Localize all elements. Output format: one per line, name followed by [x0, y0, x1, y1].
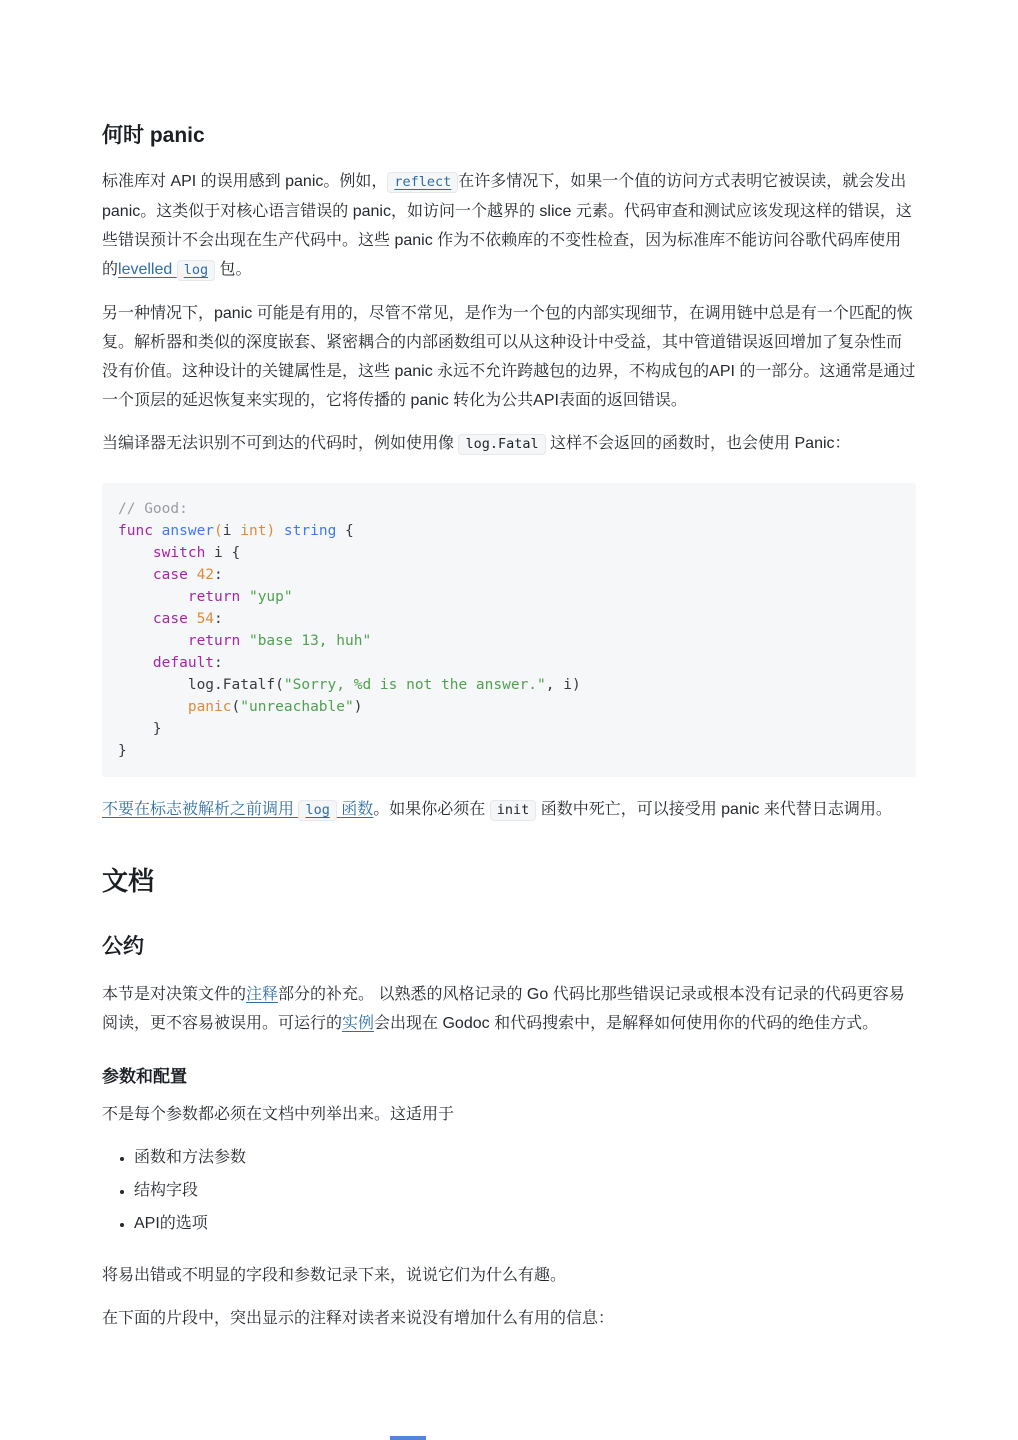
text-run: 。如果你必须在 — [373, 801, 490, 819]
paragraph-record-fields: 将易出错或不明显的字段和参数记录下来，说说它们为什么有趣。 — [102, 1267, 567, 1285]
code-token: case — [152, 611, 188, 628]
inline-link[interactable]: 不要在标志被解析之前调用 — [102, 801, 299, 819]
code-token: case — [152, 567, 188, 584]
text-run: 这样不会返回的函数时，也会使用 Panic： — [545, 435, 851, 453]
code-token: i { — [205, 545, 241, 562]
code-token: return — [187, 633, 241, 650]
heading-when-panic: 何时 panic — [102, 124, 205, 147]
code-token — [118, 589, 188, 605]
code-token: { — [336, 523, 354, 540]
code-token: ) — [266, 523, 276, 540]
paragraph-stdlib-misuse — [102, 167, 916, 285]
section-documentation — [102, 865, 916, 1333]
code-token: : — [214, 567, 223, 584]
params-bullet-list — [102, 1143, 916, 1239]
code-token: "base 13, huh" — [248, 633, 372, 650]
bullet-item: • 结构字段 — [134, 1176, 916, 1206]
code-token: panic — [187, 699, 232, 716]
code-token: 54 — [196, 611, 215, 628]
code-token: } — [118, 721, 162, 738]
inline-link[interactable]: levelled — [118, 261, 177, 279]
inline-code-link[interactable]: log — [298, 800, 336, 821]
code-token: 42 — [196, 567, 215, 584]
text-run: 本节是对决策文件的 — [102, 986, 247, 1004]
code-token: } — [118, 743, 127, 760]
article-body — [102, 0, 916, 1347]
text-run: 包。 — [215, 261, 252, 279]
code-token — [118, 567, 153, 583]
bullet-item: • API的选项 — [134, 1209, 916, 1239]
code-line — [118, 630, 900, 652]
text-run: 在许多情况下，如果一个值的访问方式表明它被误读，就会发出 panic。这类似于对核心语言错误的 panic，如访问一个越界的 slice 元素。代码审查和测试应该发现这样的错误，这些错误预计不会出现在生产代码中。这些 panic 作为不依赖库的不变性检查，因为标准库不能访问谷歌代码库使用的 — [102, 173, 912, 279]
inline-link[interactable]: 注释 — [246, 986, 279, 1004]
inline-code: init — [490, 800, 537, 821]
heading-conventions: 公约 — [102, 935, 144, 959]
paragraph-conventions-intro — [102, 980, 916, 1038]
code-line — [118, 520, 900, 542]
code-token — [118, 611, 153, 627]
section-when-panic — [102, 122, 916, 825]
code-token — [153, 523, 162, 539]
code-token — [118, 655, 153, 671]
heading-documentation: 文档 — [102, 866, 155, 897]
code-token — [118, 545, 153, 561]
code-line — [118, 564, 900, 586]
inline-code-link[interactable]: reflect — [387, 172, 458, 193]
code-line — [118, 740, 900, 762]
code-token: "Sorry, %d is not the answer." — [283, 677, 546, 694]
code-token: int — [240, 523, 267, 540]
code-token: ( — [214, 523, 223, 540]
code-line — [118, 652, 900, 674]
code-token: "yup" — [248, 589, 293, 606]
code-token: func — [118, 523, 153, 540]
code-line — [118, 696, 900, 718]
inline-link[interactable] — [177, 261, 215, 278]
code-token: default — [152, 655, 215, 672]
code-token: i — [222, 523, 241, 540]
code-token — [118, 633, 188, 649]
code-token: "unreachable" — [240, 699, 354, 716]
paragraph-internal-detail — [102, 299, 916, 415]
code-line — [118, 674, 900, 696]
paragraph-params-lead: 不是每个参数都必须在文档中列举出来。这适用于 — [102, 1106, 455, 1124]
code-token: ( — [231, 699, 241, 716]
code-token: return — [187, 589, 241, 606]
code-line — [118, 498, 900, 520]
inline-link[interactable] — [387, 173, 458, 190]
inline-link[interactable]: 函数 — [336, 801, 374, 819]
code-line — [118, 542, 900, 564]
code-token: , i) — [545, 677, 581, 694]
code-token: string — [283, 523, 337, 540]
text-run: 当编译器无法识别不可到达的代码时，例如使用像 — [102, 435, 459, 453]
code-token: : — [214, 655, 223, 672]
inline-link[interactable]: 实例 — [342, 1015, 375, 1033]
code-token — [188, 611, 197, 627]
text-run: 标准库对 API 的误用感到 panic。例如， — [102, 173, 388, 191]
code-token — [240, 589, 249, 605]
code-token: switch — [152, 545, 206, 562]
inline-code-link[interactable]: log — [177, 260, 215, 281]
go-code-block — [102, 483, 916, 777]
code-token — [118, 699, 188, 715]
text-run: 函数中死亡，可以接受用 panic 来代替日志调用。 — [536, 801, 892, 819]
paragraph-log-flags — [102, 795, 916, 825]
inline-link[interactable] — [298, 801, 336, 818]
code-line — [118, 586, 900, 608]
code-token: : — [214, 611, 223, 628]
code-token: ) — [353, 699, 363, 716]
paragraph-snippet-intro: 在下面的片段中，突出显示的注释对读者来说没有增加什么有用的信息： — [102, 1310, 615, 1328]
code-token: // Good: — [118, 501, 188, 518]
cutoff-element-bar — [390, 1436, 426, 1440]
bullet-item: • 函数和方法参数 — [134, 1143, 916, 1173]
inline-code: log.Fatal — [458, 434, 545, 455]
code-line — [118, 718, 900, 740]
code-line — [118, 608, 900, 630]
text-run: 另一种情况下，panic 可能是有用的，尽管不常见，是作为一个包的内部实现细节，在调用链中总是有一个匹配的恢复。解析器和类似的深度嵌套、紧密耦合的内部函数组可以从这种设计中受益，其中管道错误返回增加了复杂性而没有价值。这种设计的关键属性是，这些 panic 永远不允许跨越包的边界，不构成包的API 的一部分。这通常是通过一个顶层的延迟恢复来实现的，它将传播的 panic 转化为公共API表面的返回错误。 — [102, 305, 916, 410]
code-token: answer — [161, 523, 215, 540]
code-token — [188, 567, 197, 583]
code-token: log.Fatalf( — [118, 677, 284, 694]
heading-params-config: 参数和配置 — [102, 1067, 187, 1087]
text-run: 会出现在 Godoc 和代码搜索中，是解释如何使用你的代码的绝佳方式。 — [374, 1015, 879, 1033]
text-run: 部分的补充。 以熟悉的风格记录的 Go 代码比那些错误记录或根本没有记录的代码更容易阅读，更不容易被误用。可运行的 — [102, 986, 905, 1033]
code-token — [275, 523, 284, 539]
code-token — [240, 633, 249, 649]
paragraph-compiler-unreachable — [102, 429, 916, 459]
